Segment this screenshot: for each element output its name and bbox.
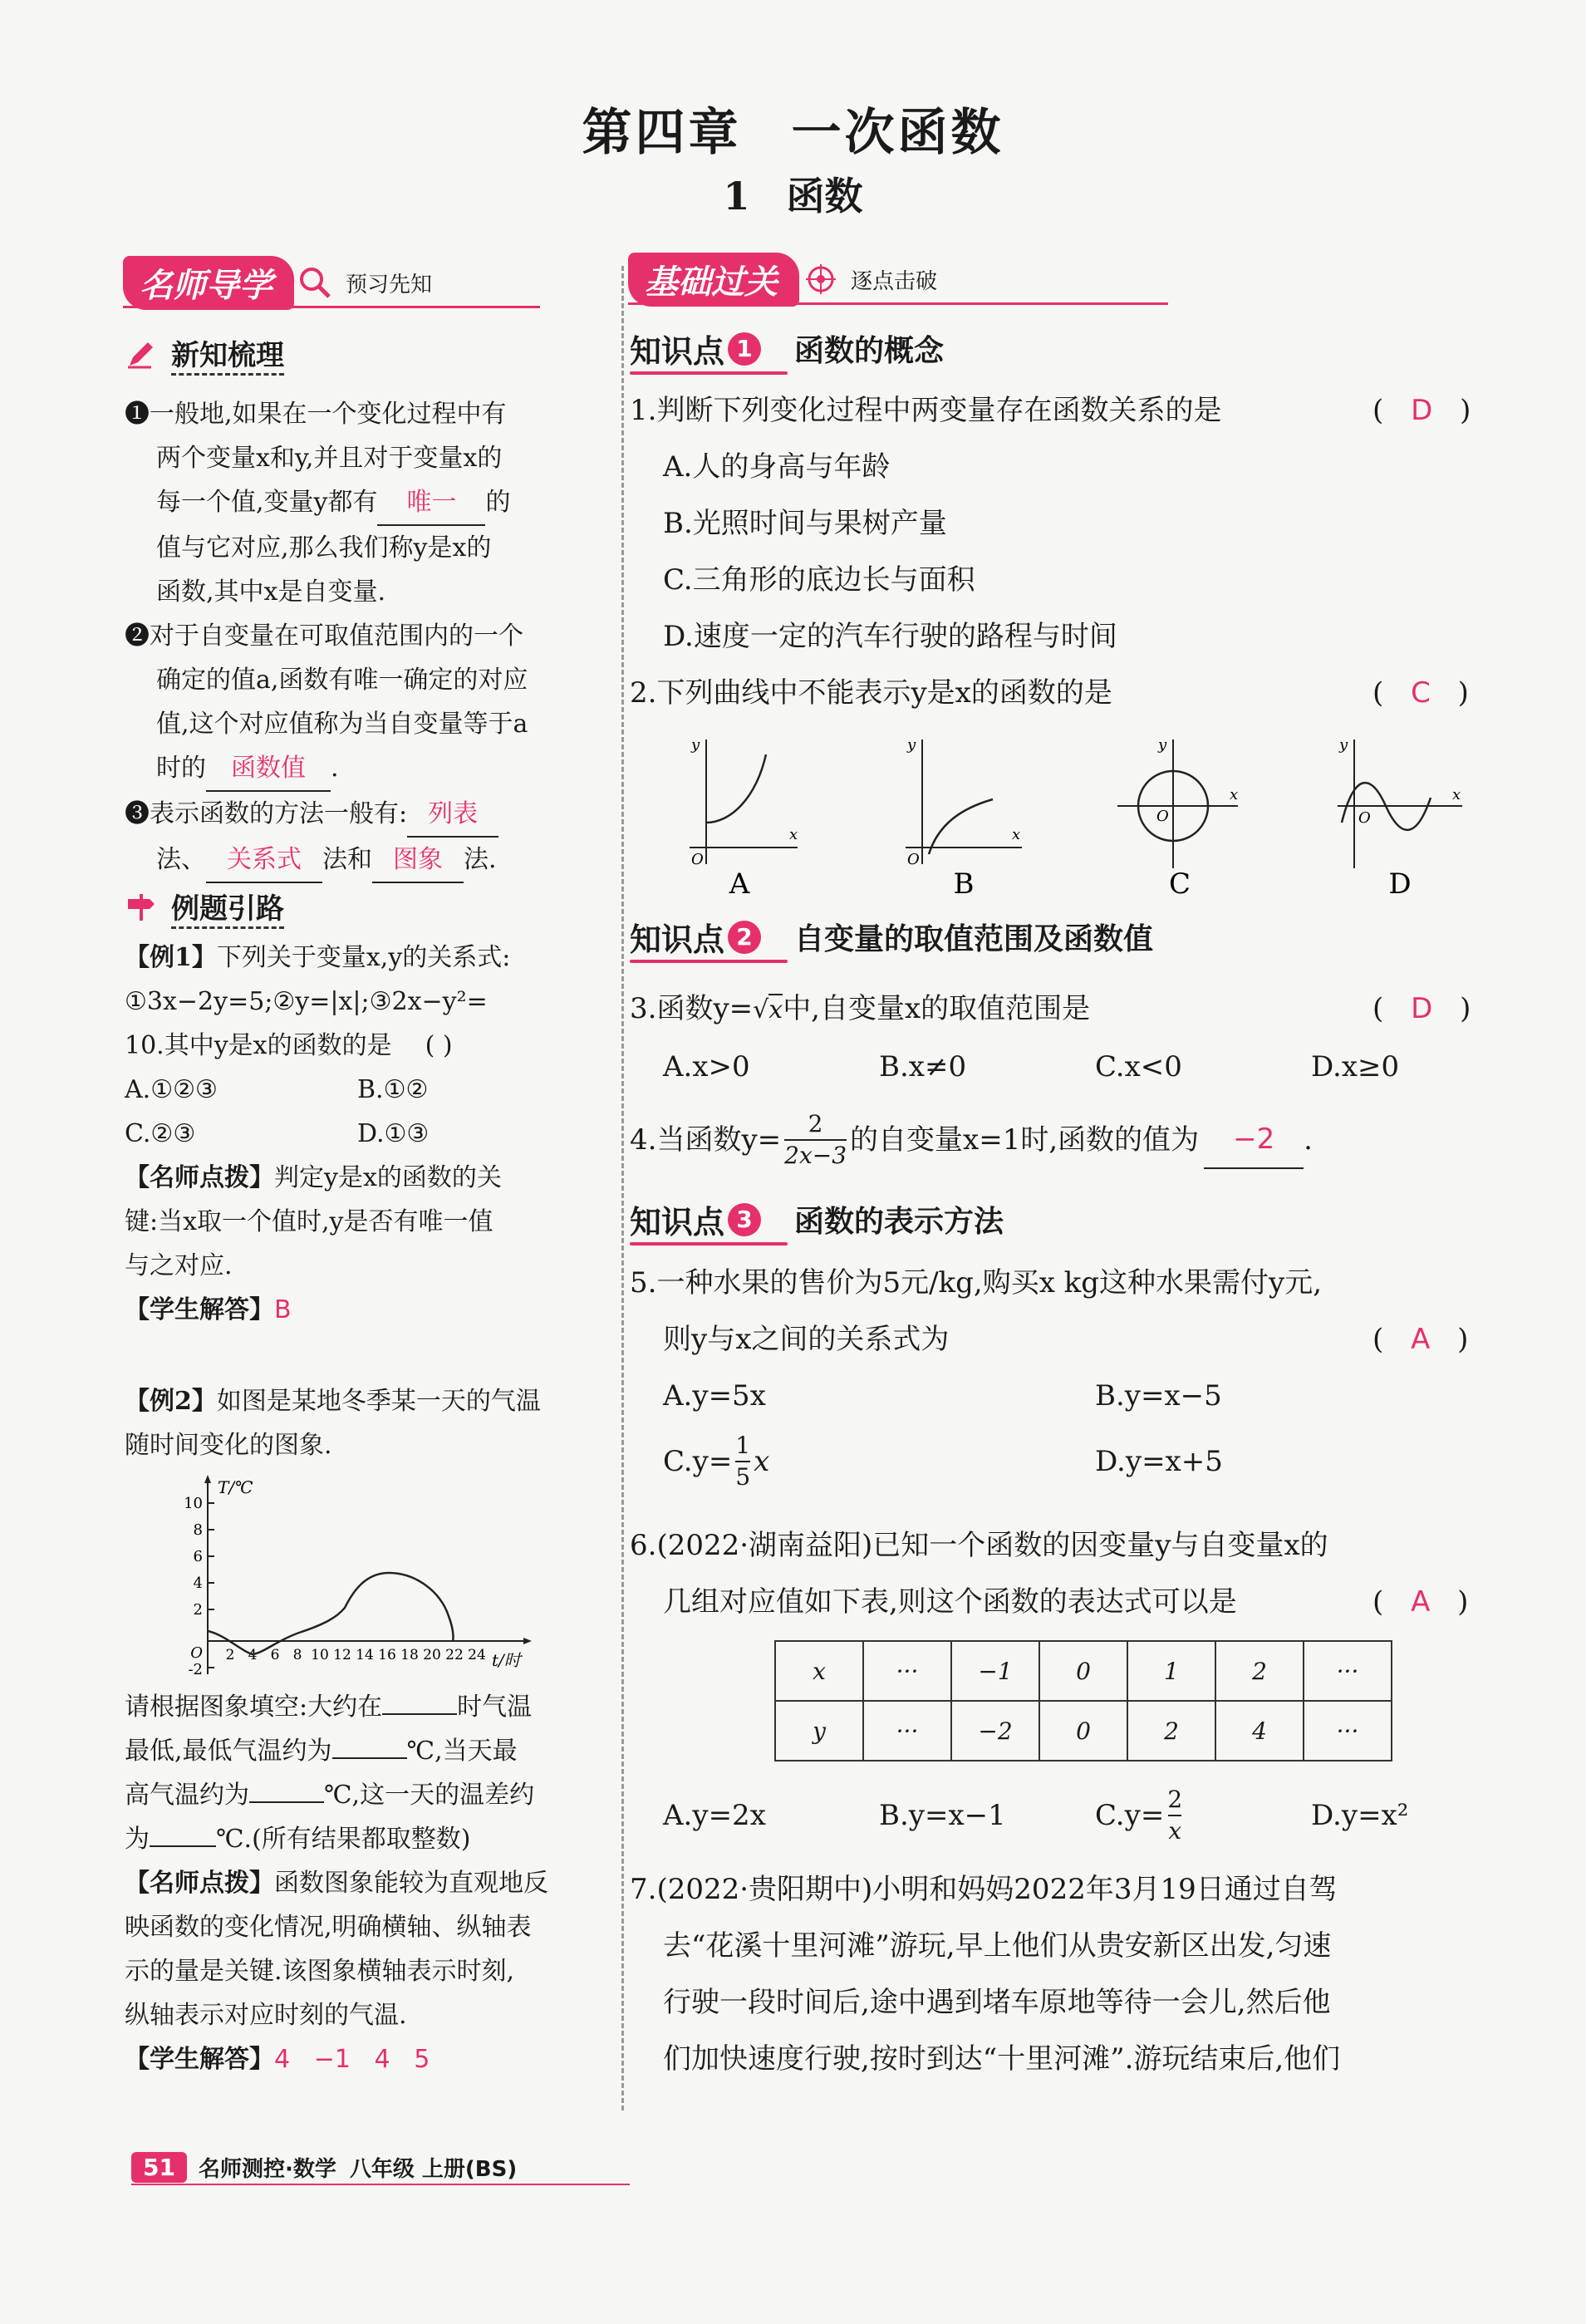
kn-line: 值,这个对应值称为当自变量等于a [156,710,528,739]
ex-line: 随时间变化的图象. [125,1431,332,1460]
kn-line: 一般地,如果在一个变化过程中有 [150,400,507,429]
table-cell: 2 [1215,1641,1304,1701]
q2-stem: 2.下列曲线中不能表示y是x的函数的是 [630,676,1112,710]
table-row [775,1641,1392,1701]
tip-tag: 【名师点拨】 [125,1163,274,1192]
graph-x-label: t/时 [492,1650,521,1670]
tip-line: 映函数的变化情况,明确横轴、纵轴表 [125,1913,532,1942]
x-tick: 8 [292,1647,302,1663]
section-title [0,166,1586,221]
kn-line: 法、 [156,845,206,874]
q3-answer: D [1411,992,1433,1025]
table-cell: 2 [1127,1701,1215,1761]
tip-line: 示的量是关键.该图象横轴表示时刻, [125,1957,515,1986]
table-cell: −2 [951,1701,1039,1761]
knowledge-point-2-header [630,914,1294,963]
svg-text:x: x [789,826,798,843]
question-7 [630,1861,1494,2087]
kp-number: 1 [728,332,761,366]
q2-answer-paren: ( C ) [1372,676,1469,710]
q2-graphs [665,731,1495,897]
pencil-icon [126,339,156,369]
section-number: 1 [723,174,750,219]
x-tick: 12 [333,1647,351,1663]
answer-tag: 【学生解答】 [125,2045,274,2074]
fraction [735,1431,750,1492]
frac-num: 2 [808,1110,823,1137]
kn-line: 每一个值,变量y都有 [156,488,378,517]
knowledge-point-2 [125,614,598,792]
footer-line [131,2184,630,2185]
graph-c [1117,736,1238,897]
q1-option-d: D.速度一定的汽车行驶的路程与时间 [663,620,1117,653]
option-text: C.y= [663,1445,733,1478]
table-cell: x [775,1641,863,1701]
kn-line: 确定的值a,函数有唯一确定的对应 [156,666,528,695]
knowledge-point-3 [125,792,598,883]
q3-option-b: B.x≠0 [879,1050,967,1083]
q1-option-b: B.光照时间与果树产量 [663,507,947,540]
q5-answer-paren: ( A ) [1372,1323,1469,1356]
q-line: ℃,当天最 [406,1737,518,1766]
example-tag: 【例2】 [125,1387,217,1416]
svg-text:A: A [729,867,750,897]
left-banner-label: 名师导学 [123,256,294,310]
y-axis-arrow [204,1475,211,1483]
left-banner [123,259,540,308]
answer-blank: 图象 [372,838,464,883]
new-knowledge-heading [126,332,284,376]
svg-text:y: y [907,736,916,754]
kn-line: . [331,754,339,783]
page-footer [131,2152,517,2183]
new-knowledge-title: 新知梳理 [171,332,284,376]
option-b: B.①② [357,1075,429,1104]
q4-stem: 的自变量x=1时,函数的值为 [850,1123,1200,1157]
chapter-name: 一次函数 [791,104,1004,162]
q-line: ℃.(所有结果都取整数) [216,1825,471,1854]
kp-title: 函数的表示方法 [794,1205,1004,1239]
q3-option-c: C.x<0 [1095,1050,1182,1083]
q1-option-a: A.人的身高与年龄 [663,450,891,484]
fill-blank[interactable] [150,1845,216,1847]
sqrt-x: √x [753,995,783,1024]
svg-text:x: x [1230,786,1239,803]
tip-tag: 【名师点拨】 [125,1869,274,1898]
q6-value-table [774,1640,1392,1761]
kp-label: 知识点 [630,921,725,958]
kn-line: 时的 [156,754,206,783]
svg-text:y: y [1158,736,1167,754]
grade-label: 八年级 上册(BS) [349,2157,518,2182]
answer-tag: 【学生解答】 [125,1295,274,1324]
table-cell: ··· [1304,1641,1392,1701]
signpost-icon [126,892,156,922]
table-cell: 0 [1039,1701,1127,1761]
q4-answer: −2 [1204,1111,1304,1169]
kp-underline [630,1242,788,1246]
table-cell: y [775,1701,863,1761]
question-5 [630,1255,1494,1499]
knowledge-point-3-header [630,1196,1294,1246]
q7-line: 去“花溪十里河滩”游玩,早上他们从贵安新区出发,匀速 [663,1929,1332,1963]
q1-answer-paren: ( D ) [1372,394,1471,427]
ex-line: 下列关于变量x,y的关系式: [216,943,511,972]
table-row [775,1701,1392,1761]
q7-line: 7.(2022·贵阳期中)小明和妈妈2022年3月19日通过自驾 [630,1873,1338,1906]
answer-blank: 唯一 [377,480,485,526]
fill-blank[interactable] [382,1713,457,1715]
q5-stem: 则y与x之间的关系式为 [663,1323,950,1356]
kn-line: 法. [464,845,497,874]
kn-line: 对于自变量在可取值范围内的一个 [150,622,523,651]
frac-num: 1 [735,1432,751,1459]
chapter-number: 第四章 [582,104,742,162]
svg-text:D: D [1388,867,1412,897]
example-tag: 【例1】 [125,943,217,972]
kp-title: 自变量的取值范围及函数值 [794,922,1154,956]
kn-line: 法和 [322,845,372,874]
y-tick: 4 [193,1575,203,1592]
temperature-curve [208,1573,453,1654]
q-line: 最低,最低气温约为 [125,1737,332,1766]
q1-answer: D [1411,394,1433,427]
svg-text:O: O [1156,808,1169,825]
graph-y-label: T/℃ [218,1477,253,1497]
q3-option-d: D.x≥0 [1311,1050,1400,1083]
svg-text:O: O [1358,809,1371,827]
svg-text:O: O [691,851,704,868]
option-text: C.y= [1095,1799,1165,1832]
right-banner [628,256,1168,305]
q3-stem: 3.函数y= [630,992,754,1025]
table-cell: 1 [1127,1641,1215,1701]
table-cell: −1 [951,1641,1039,1701]
kn-line: 表示函数的方法一般有: [150,799,408,828]
student-answer: 4 −1 4 5 [274,2045,430,2074]
fraction [1167,1785,1182,1846]
x-tick: 24 [468,1647,486,1663]
table-cell: ··· [863,1641,951,1701]
answer-blank: 函数值 [206,746,331,792]
y-tick: 2 [193,1601,203,1619]
circle-1-icon: ❶ [125,400,150,429]
x-axis-arrow [523,1638,532,1644]
knowledge-point-1-header [630,326,1062,375]
svg-text:O: O [907,851,920,868]
kp-underline [630,371,788,375]
q6-stem: 6.(2022·湖南益阳)已知一个函数的因变量y与自变量x的 [630,1529,1328,1562]
kp-title: 函数的概念 [794,334,945,368]
y-tick: 10 [184,1495,203,1512]
q4-stem: 4.当函数y= [630,1123,782,1157]
q1-option-c: C.三角形的底边长与面积 [663,563,975,597]
option-c: C.②③ [125,1119,196,1148]
target-icon [804,263,837,296]
x-tick: 22 [445,1647,464,1663]
column-divider [621,266,624,2110]
temperature-graph [166,1475,532,1678]
ex-line: 10.其中y是x的函数的是 [125,1031,392,1060]
ex-line: 如图是某地冬季某一天的气温 [216,1387,541,1416]
q6-options [663,1778,1494,1853]
option-d: D.①③ [357,1119,430,1148]
example-2 [125,1379,606,1467]
frac-num: 2 [1167,1786,1183,1813]
kn-line: 两个变量x和y,并且对于变量x的 [156,444,503,473]
q7-line: 行驶一段时间后,途中遇到堵车原地等待一会儿,然后他 [663,1986,1331,2019]
table-cell: ··· [1304,1701,1392,1761]
table-cell: 4 [1215,1701,1304,1761]
student-answer: B [274,1295,292,1324]
answer-blank: 关系式 [206,838,322,883]
q6-option-c [1095,1785,1311,1846]
left-banner-sub: 预习先知 [346,272,433,297]
q-line: ℃,这一天的温差约 [324,1781,535,1810]
kp-number: 2 [728,921,761,954]
q5-option-c [663,1431,1095,1492]
q5-answer: A [1411,1323,1431,1356]
examples-heading [126,886,284,929]
graph-b [906,736,1022,897]
answer-paren: ( ) [425,1031,453,1060]
kp-number: 3 [728,1203,761,1236]
tip-line: 判定y是x的函数的关 [274,1163,502,1192]
tip-line: 键:当x取一个值时,y是否有唯一值 [125,1207,493,1236]
kp-label: 知识点 [630,333,725,370]
option-a: A.①②③ [125,1075,218,1104]
new-knowledge-body [125,392,598,883]
q5-option-b: B.y=x−5 [1095,1379,1222,1413]
q3-option-a: A.x>0 [663,1050,750,1083]
q6-answer-paren: ( A ) [1372,1585,1469,1619]
q6-option-a: A.y=2x [663,1799,766,1832]
x-tick: 2 [225,1647,235,1663]
circle-2-icon: ❷ [125,622,150,651]
ex-line: ①3x−2y=5;②y=|x|;③2x−y²= [125,987,488,1016]
question-4: 4.当函数y= $\frac{2}{2x-3}$ 的自变量x=1时,函数的值为 −2 . [630,1110,1313,1169]
question-1 [630,382,1485,665]
option-text: x [754,1445,770,1478]
y-tick: 6 [193,1548,203,1565]
examples-title: 例题引路 [171,886,284,929]
tip-line: 与之对应. [125,1251,233,1280]
frac-den: x [1168,1815,1181,1846]
q-line: 时气温 [457,1693,533,1722]
svg-text:C: C [1168,867,1191,897]
example-1 [125,936,606,1332]
q-line: 请根据图象填空:大约在 [125,1693,383,1722]
graph-d [1338,736,1462,897]
svg-text:B: B [953,867,975,897]
question-6 [630,1517,1494,1630]
graph-a [690,736,798,897]
example-2-questions [125,1685,606,2081]
kp-label: 知识点 [630,1204,725,1241]
q-line: 高气温约为 [125,1781,249,1810]
tip-line: 纵轴表示对应时刻的气温. [125,2001,407,2030]
q3-stem: 中,自变量x的取值范围是 [783,992,1091,1025]
x-tick: 14 [356,1647,374,1663]
x-tick: 10 [311,1647,329,1663]
q1-stem: 1.判断下列变化过程中两变量存在函数关系的是 [630,394,1222,427]
frac-den: 2x−3 [784,1139,847,1171]
book-title: 名师测控·数学 [198,2157,336,2182]
x-tick: 16 [378,1647,396,1663]
table-cell: 0 [1039,1641,1127,1701]
kn-line: 函数,其中x是自变量. [156,577,385,607]
svg-text:x: x [1012,826,1021,843]
knowledge-point-1 [125,392,598,614]
q7-line: 们加快速度行驶,按时到达“十里河滩”.游玩结束后,他们 [663,2042,1341,2076]
q-line: 为 [125,1825,150,1854]
page-number: 51 [131,2152,187,2183]
origin-label: O [190,1644,203,1662]
x-tick: 4 [248,1647,258,1663]
x-tick: 20 [423,1647,441,1663]
section-name: 函数 [786,174,863,219]
kn-line: 的 [485,488,511,517]
q6-option-b: B.y=x−1 [879,1799,1006,1832]
magnifier-icon [297,265,332,300]
q3-answer-paren: ( D ) [1372,992,1471,1025]
svg-text:x: x [1452,786,1461,803]
fill-blank[interactable] [249,1801,324,1803]
y-tick: -2 [188,1661,203,1678]
circle-3-icon: ❸ [125,799,150,828]
svg-text:y: y [1339,736,1348,754]
svg-text:y: y [691,736,700,754]
x-tick: 6 [270,1647,280,1663]
frac-den: 5 [735,1461,750,1492]
q6-answer: A [1411,1585,1431,1619]
tip-line: 函数图象能较为直观地反 [274,1869,548,1898]
table-cell: ··· [863,1701,951,1761]
q5-stem: 5.一种水果的售价为5元/kg,购买x kg这种水果需付y元, [630,1266,1323,1300]
q5-option-d: D.y=x+5 [1095,1445,1223,1478]
x-tick: 18 [400,1647,419,1663]
q6-option-d: D.y=x² [1311,1799,1409,1832]
q5-option-a: A.y=5x [663,1379,766,1413]
chapter-title [0,93,1586,165]
kn-line: 值与它对应,那么我们称y是x的 [156,533,492,563]
right-banner-sub: 逐点击破 [851,268,938,294]
right-banner-label: 基础过关 [628,253,799,307]
y-tick: 8 [193,1521,203,1539]
answer-blank: 列表 [407,792,498,838]
question-2 [630,665,1377,721]
q2-answer: C [1411,676,1431,710]
question-3 [630,980,1485,1095]
kp-underline [630,960,788,963]
fill-blank[interactable] [332,1757,407,1759]
fraction [784,1109,847,1171]
q6-stem: 几组对应值如下表,则这个函数的表达式可以是 [663,1585,1237,1619]
